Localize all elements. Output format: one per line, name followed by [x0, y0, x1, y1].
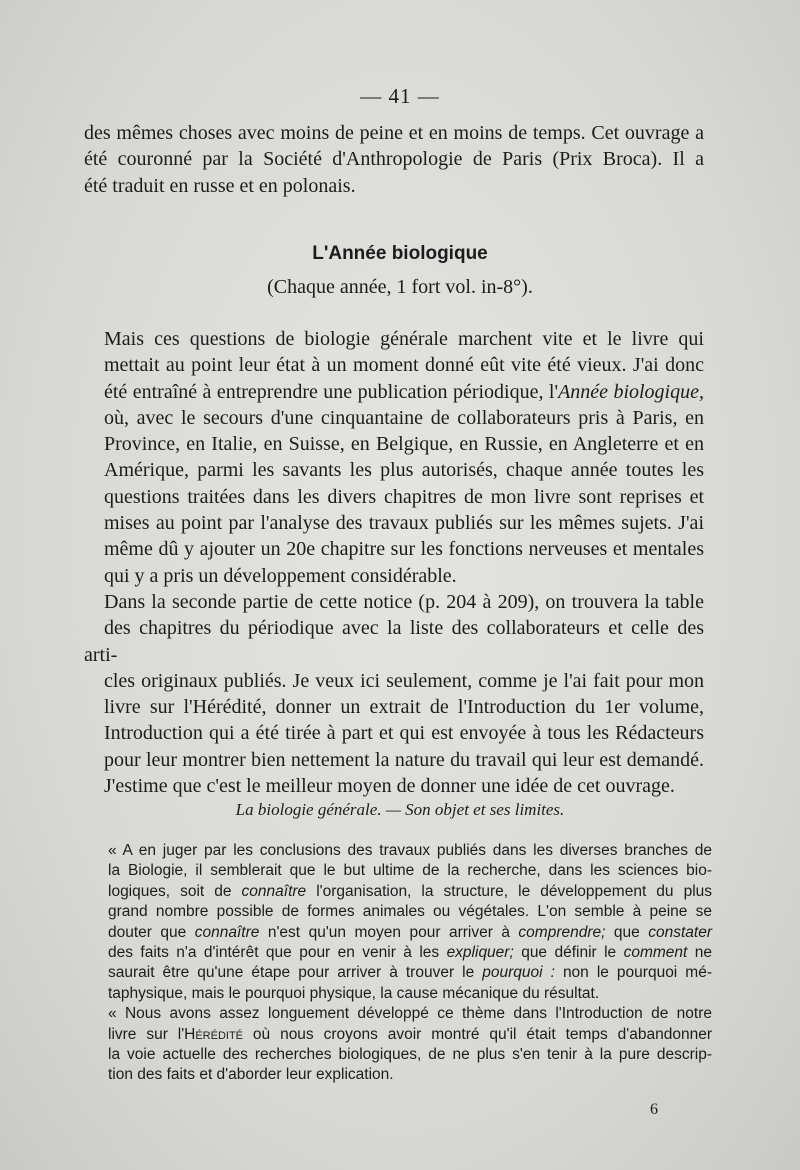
- quote-section-title: La biologie générale. — Son objet et ses limites.: [235, 800, 565, 819]
- text-line: été traduit en russe et en polonais.: [84, 174, 356, 197]
- emphasis: expliquer;: [446, 944, 514, 962]
- section-heading: L'Année biologique: [312, 243, 488, 264]
- text-fragment: saurait être qu'une étape pour arriver à trouver le: [108, 964, 483, 982]
- text-line: la voie actuelle des recherches biologiques, de ne plus s'en tenir à la pure descrip-: [108, 1046, 712, 1064]
- text-fragment: logiques, soit de: [108, 882, 242, 900]
- text-line: mises au point par l'analyse des travaux publiés sur les mêmes sujets. J'ai: [104, 512, 704, 535]
- text-line: livre sur l'Hérédité, donner un extrait de l'Introduction du 1er volume,: [104, 696, 704, 719]
- paragraph-1: [84, 326, 704, 589]
- small-caps-title: Hérédité: [184, 1025, 244, 1043]
- emphasis: comment: [623, 944, 688, 962]
- emphasis: comprendre;: [518, 923, 606, 941]
- text-fragment: douter que: [108, 923, 195, 941]
- quote-paragraph-1: [88, 841, 712, 1004]
- text-line: des mêmes choses avec moins de peine et en moins de temps. Cet ouvrage a: [84, 122, 704, 144]
- text-line: « Nous avons assez longuement développé ce thème dans l'Introduction de notre: [108, 1005, 712, 1023]
- text-line: [88, 1025, 712, 1045]
- text-line: tion des faits et d'aborder leur explication.: [108, 1066, 394, 1084]
- text-line: des chapitres du périodique avec la liste des collaborateurs et celle des arti-: [84, 617, 704, 666]
- emphasis: connaître: [241, 882, 307, 900]
- intro-paragraph: [84, 120, 704, 199]
- text-line: [88, 943, 712, 963]
- text-fragment: été entraîné à entreprendre une publication périodique, l': [104, 380, 559, 403]
- text-line: taphysique, mais le pourquoi physique, la cause mécanique du résultat.: [108, 984, 600, 1002]
- quoted-text: [88, 841, 712, 1086]
- italic-title: Année biologique,: [558, 380, 704, 403]
- text-fragment: livre sur l': [108, 1025, 185, 1043]
- quote-paragraph-2: [88, 1004, 712, 1086]
- text-line: questions traitées dans les divers chapitres de mon livre sont reprises et: [104, 485, 704, 508]
- text-line: pour leur montrer bien nettement la nature du travail qui leur est demandé.: [104, 748, 704, 771]
- text-line: Dans la seconde partie de cette notice (p. 204 à 209), on trouvera la table: [104, 590, 704, 613]
- text-line: Amérique, parmi les savants les plus autorisés, chaque année toutes les: [104, 459, 704, 482]
- text-fragment: l'organisation, la structure, le développement du plus: [306, 882, 713, 900]
- paragraph-2: [84, 589, 704, 799]
- text-fragment: où nous croyons avoir montré qu'il était temps d'abandonner: [243, 1025, 712, 1043]
- text-line: Province, en Italie, en Suisse, en Belgique, en Russie, en Angleterre et en: [104, 433, 704, 456]
- text-line: « A en juger par les conclusions des travaux publiés dans les diverses branches de: [108, 842, 712, 859]
- section-subheading: (Chaque année, 1 fort vol. in-8°).: [267, 276, 533, 298]
- text-line: Mais ces questions de biologie générale marchent vite et le livre qui: [104, 328, 704, 350]
- emphasis: pourquoi :: [482, 964, 555, 982]
- body-text: [84, 326, 704, 799]
- text-line: qui y a pris un développement considérable.: [104, 564, 457, 587]
- text-line: [88, 923, 712, 943]
- text-line: grand nombre possible de formes animales ou végétales. L'on semble à peine se: [108, 903, 712, 921]
- signature-mark: 6: [650, 1101, 658, 1118]
- text-fragment: que: [605, 923, 649, 941]
- emphasis: constater: [648, 923, 712, 941]
- text-fragment: non le pourquoi mé-: [554, 964, 712, 982]
- page-number: — 41 —: [360, 84, 440, 108]
- text-line: Introduction qui a été tirée à part et qui est envoyée à tous les Rédacteurs: [104, 722, 704, 745]
- text-line: cles originaux publiés. Je veux ici seulement, comme je l'ai fait pour mon: [104, 669, 704, 692]
- text-line: été couronné par la Société d'Anthropologie de Paris (Prix Broca). Il a: [84, 148, 704, 171]
- emphasis: connaître: [194, 923, 260, 941]
- text-line: mettait au point leur état à un moment donné eût vite été vieux. J'ai donc: [104, 354, 704, 377]
- text-line: où, avec le secours d'une cinquantaine de collaborateurs pris à Paris, en: [104, 406, 704, 429]
- text-fragment: des faits n'a d'intérêt que pour en venir à les: [108, 944, 447, 962]
- text-line: [84, 379, 704, 405]
- text-line: la Biologie, il semblerait que le but ultime de la recherche, dans les sciences bio-: [108, 862, 712, 880]
- text-line: même dû y ajouter un 20e chapitre sur les fonctions nerveuses et mentales: [104, 538, 704, 561]
- text-fragment: que définir le: [513, 944, 624, 962]
- text-line: [88, 882, 712, 902]
- text-line: [88, 963, 712, 983]
- text-line: J'estime que c'est le meilleur moyen de donner une idée de cet ouvrage.: [104, 775, 675, 798]
- text-fragment: ne: [687, 944, 712, 962]
- text-fragment: n'est qu'un moyen pour arriver à: [259, 923, 519, 941]
